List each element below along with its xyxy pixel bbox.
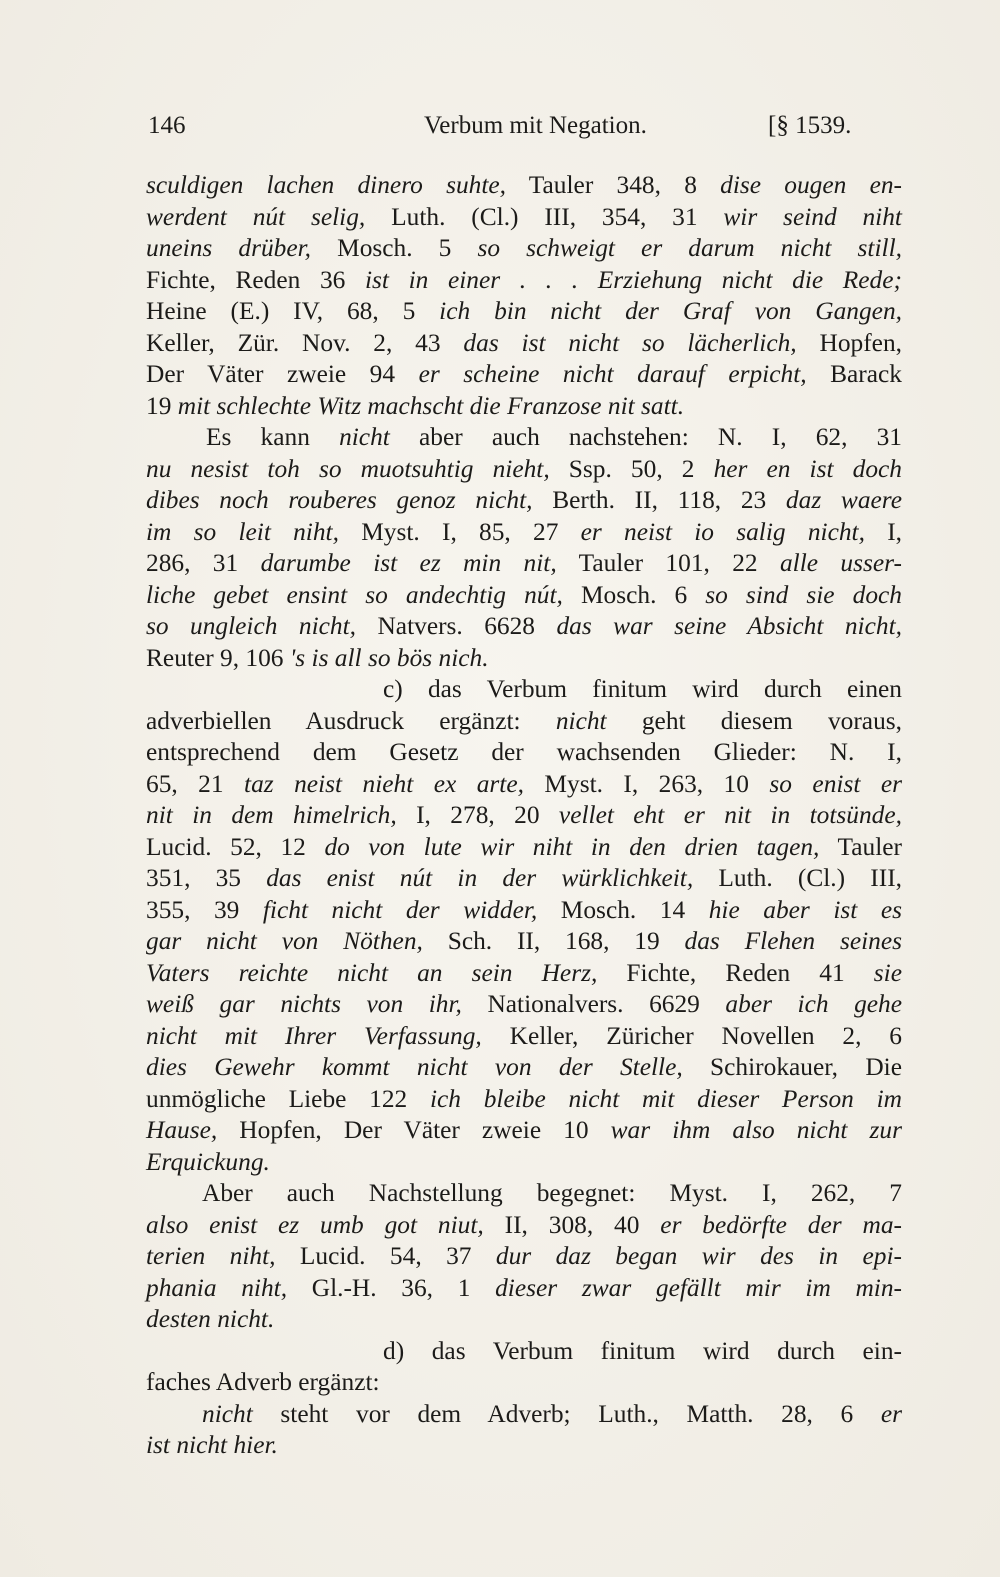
text-line	[146, 1367, 902, 1399]
roman-text: Schirokauer, Die	[682, 1053, 902, 1081]
text-line	[146, 926, 902, 958]
text-line	[146, 1210, 902, 1242]
roman-text: steht vor dem Adverb; Luth., Matth. 28, 6	[252, 1399, 881, 1428]
roman-text: Lucid. 52, 12	[146, 832, 325, 861]
italic-quote: nicht mit Ihrer Verfassung,	[146, 1021, 482, 1050]
roman-text: Tauler 348, 8	[506, 171, 721, 199]
text-line	[146, 1399, 902, 1431]
roman-text: Myst. I, 85, 27	[338, 517, 581, 546]
text-line	[146, 1336, 902, 1368]
text-line	[146, 233, 902, 265]
italic-quote: er neist io salig nicht,	[580, 517, 865, 546]
italic-quote: liche gebet ensint so andechtig nút,	[146, 580, 563, 609]
text-line	[146, 1147, 902, 1179]
roman-text: Lucid. 54, 37	[275, 1242, 496, 1270]
italic-quote: ist in einer . . . Erziehung nicht die Rede;	[364, 265, 902, 294]
italic-quote: das war seine Absicht nicht,	[556, 612, 902, 640]
italic-quote: ich bleibe nicht mit dieser Person im	[429, 1084, 902, 1113]
text-line	[146, 1430, 902, 1462]
roman-text: unmögliche Liebe 122	[146, 1084, 430, 1113]
text-line	[146, 1052, 902, 1084]
text-line	[146, 391, 902, 423]
roman-text: Keller, Zür. Nov. 2, 43	[146, 328, 464, 357]
italic-quote: nit in dem himelrich,	[146, 801, 397, 829]
roman-text: c) das Verbum finitum wird durch einen	[383, 675, 902, 703]
italic-quote: war ihm also nicht zur	[610, 1116, 902, 1144]
text-line	[146, 958, 902, 990]
roman-text: d) das Verbum finitum wird durch ein-	[383, 1336, 902, 1365]
italic-quote: hie aber ist es	[708, 895, 902, 924]
text-line	[146, 769, 902, 801]
roman-text: Myst. I, 263, 10	[523, 769, 770, 798]
text-line	[146, 1273, 902, 1305]
italic-quote: Erquickung.	[146, 1147, 270, 1176]
text-line	[146, 863, 902, 895]
italic-quote: ist nicht hier.	[146, 1431, 278, 1459]
roman-text: aber auch nachstehen: N. I, 62, 31	[389, 423, 902, 451]
roman-text: Luth. (Cl.) III,	[693, 864, 902, 892]
text-line	[146, 328, 902, 360]
roman-text: Hopfen,	[796, 328, 902, 357]
text-line	[146, 359, 902, 391]
italic-quote: das ist nicht so lächerlich,	[463, 328, 797, 357]
italic-quote: dies Gewehr kommt nicht von der Stelle,	[146, 1053, 683, 1081]
text-line	[146, 485, 902, 517]
text-line	[146, 580, 902, 612]
text-line	[146, 706, 902, 738]
text-line	[146, 517, 902, 549]
italic-quote: werdent nút selig,	[146, 202, 366, 231]
roman-text: Reuter 9, 106	[146, 643, 290, 672]
italic-quote: her en ist doch	[713, 454, 902, 483]
italic-quote: nu nesist toh so muotsuhtig nieht,	[146, 454, 550, 483]
italic-quote: das Flehen seines	[684, 927, 902, 955]
italic-quote: darumbe ist ez min nit,	[260, 549, 557, 577]
text-line	[146, 1021, 902, 1053]
roman-text: Tauler	[819, 832, 902, 861]
roman-text: I,	[864, 517, 903, 546]
roman-text: Aber auch Nachstellung begegnet: Myst. I, 262, 7	[202, 1179, 902, 1207]
text-line	[146, 737, 902, 769]
italic-quote: also enist ez umb got niut,	[146, 1210, 484, 1239]
roman-text: Luth. (Cl.) III, 354, 31	[365, 202, 724, 231]
text-line	[146, 170, 902, 202]
italic-quote: aber ich gehe	[725, 990, 903, 1018]
text-line	[146, 1084, 902, 1116]
italic-quote: dise ougen en-	[720, 171, 902, 199]
roman-text: 355, 39	[146, 895, 263, 924]
italic-quote: er bedörfte der ma-	[660, 1210, 902, 1239]
roman-text: Hopfen, Der Väter zweie 10	[217, 1116, 611, 1144]
roman-text: entsprechend dem Gesetz der wachsenden Glieder: N. I,	[146, 738, 902, 766]
italic-quote: Hause,	[146, 1116, 218, 1144]
text-line	[146, 674, 902, 706]
text-line	[146, 800, 902, 832]
italic-quote: mit schlechte Witz machscht die Franzose nit satt.	[177, 391, 685, 420]
text-line	[146, 1304, 902, 1336]
italic-quote: so schweigt er darum nicht still,	[477, 234, 902, 262]
section-number: [§ 1539.	[768, 112, 852, 139]
italic-quote: desten nicht.	[146, 1305, 275, 1333]
italic-quote: dur daz began wir des in epi-	[495, 1242, 902, 1270]
italic-quote: nicht	[339, 423, 390, 451]
roman-text: 65, 21	[146, 769, 245, 798]
italic-quote: er	[880, 1399, 902, 1428]
italic-quote: das enist nút in der würklichkeit,	[266, 864, 694, 892]
italic-quote: Vaters reichte nicht an sein Herz,	[146, 958, 598, 987]
roman-text: Der Väter zweie 94	[146, 360, 419, 388]
italic-quote: wir seind niht	[723, 202, 902, 231]
italic-quote: er scheine nicht darauf erpicht,	[418, 360, 807, 388]
roman-text: Natvers. 6628	[356, 612, 557, 640]
italic-quote: dieser zwar gefällt mir im min-	[495, 1273, 903, 1302]
text-line	[146, 989, 902, 1021]
roman-text: Mosch. 6	[562, 580, 706, 609]
italic-quote: ich bin nicht der Graf von Gangen,	[439, 297, 902, 325]
roman-text: Mosch. 14	[537, 895, 709, 924]
text-line	[146, 1115, 902, 1147]
italic-quote: nicht	[202, 1399, 253, 1428]
roman-text: Berth. II, 118, 23	[532, 486, 786, 514]
text-line	[146, 643, 902, 675]
roman-text: geht diesem voraus,	[606, 706, 902, 735]
running-header	[148, 112, 904, 146]
roman-text: 351, 35	[146, 864, 267, 892]
roman-text: Fichte, Reden 36	[146, 265, 365, 294]
roman-text: faches Adverb ergänzt:	[146, 1368, 380, 1396]
text-line	[146, 454, 902, 486]
roman-text: Ssp. 50, 2	[549, 454, 714, 483]
italic-quote: dibes noch rouberes genoz nicht,	[146, 486, 533, 514]
italic-quote: terien niht,	[146, 1242, 276, 1270]
page-number: 146	[148, 112, 186, 139]
italic-quote: do von lute wir niht in den drien tagen,	[324, 832, 820, 861]
roman-text: 286, 31	[146, 549, 261, 577]
italic-quote: uneins drüber,	[146, 234, 312, 262]
roman-text: Fichte, Reden 41	[597, 958, 874, 987]
text-line	[146, 1241, 902, 1273]
text-line	[146, 1178, 902, 1210]
roman-text: Sch. II, 168, 19	[422, 927, 685, 955]
roman-text: Mosch. 5	[311, 234, 478, 262]
text-line	[146, 422, 902, 454]
body-text	[146, 170, 902, 1462]
roman-text: adverbiellen Ausdruck ergänzt:	[146, 706, 556, 735]
italic-quote: weiß gar nichts von ihr,	[146, 990, 462, 1018]
italic-quote: 's is all so bös nich.	[289, 643, 489, 672]
text-line	[146, 202, 902, 234]
italic-quote: ficht nicht der widder,	[262, 895, 538, 924]
roman-text: Es kann	[206, 423, 340, 451]
italic-quote: taz neist nieht ex arte,	[244, 769, 524, 798]
roman-text: Gl.-H. 36, 1	[287, 1273, 496, 1302]
text-line	[146, 548, 902, 580]
italic-quote: nicht	[555, 706, 607, 735]
italic-quote: gar nicht von Nöthen,	[146, 927, 423, 955]
italic-quote: so sind sie doch	[705, 580, 902, 609]
roman-text: Keller, Züricher Novellen 2, 6	[481, 1021, 902, 1050]
text-line	[146, 611, 902, 643]
roman-text: Heine (E.) IV, 68, 5	[146, 297, 440, 325]
italic-quote: sculdigen lachen dinero suhte,	[146, 171, 507, 199]
italic-quote: so ungleich nicht,	[146, 612, 357, 640]
italic-quote: vellet eht er nit in totsünde,	[558, 801, 902, 829]
italic-quote: sie	[873, 958, 902, 987]
roman-text: 19	[146, 391, 178, 420]
italic-quote: alle usser-	[779, 549, 902, 577]
italic-quote: phania niht,	[146, 1273, 288, 1302]
roman-text: Barack	[806, 360, 903, 388]
text-line	[146, 832, 902, 864]
roman-text: Tauler 101, 22	[556, 549, 780, 577]
text-line	[146, 265, 902, 297]
text-line	[146, 296, 902, 328]
page-title: Verbum mit Negation.	[424, 112, 647, 139]
italic-quote: daz waere	[785, 486, 903, 514]
italic-quote: im so leit niht,	[146, 517, 339, 546]
text-line	[146, 895, 902, 927]
roman-text: I, 278, 20	[396, 801, 559, 829]
roman-text: II, 308, 40	[483, 1210, 661, 1239]
italic-quote: so enist er	[769, 769, 902, 798]
roman-text: Nationalvers. 6629	[461, 990, 726, 1018]
